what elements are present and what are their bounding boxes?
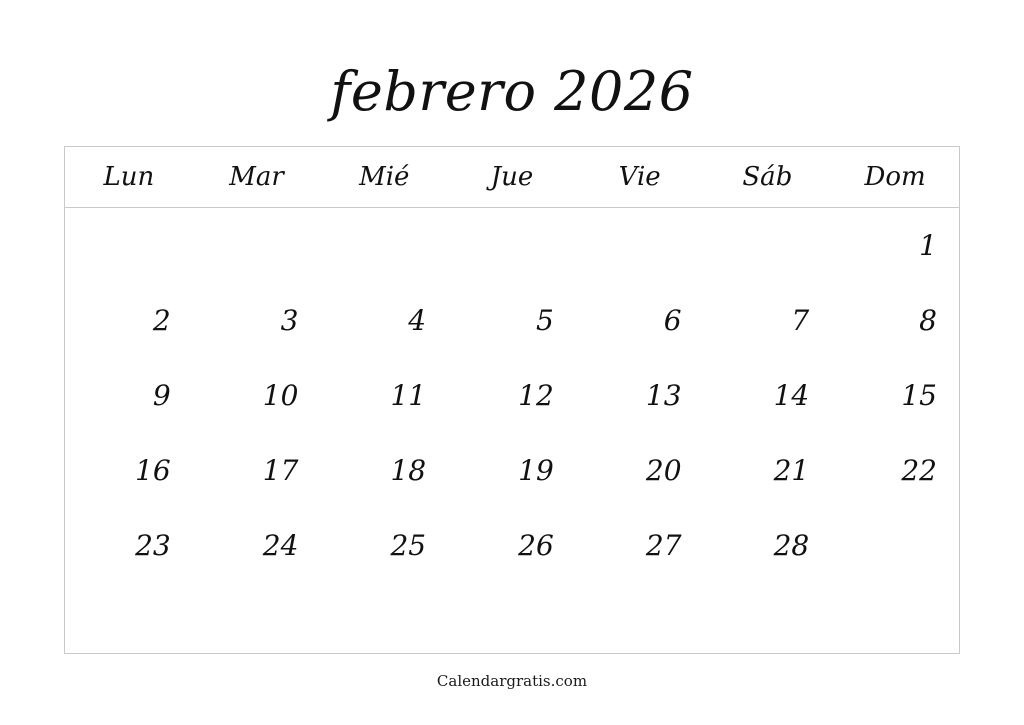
day-cell: 8 [919,304,937,337]
weekday-header-sat: Sáb [704,147,832,208]
day-cell: 11 [390,379,427,412]
weekday-header-sun: Dom [831,147,959,208]
day-cell: 20 [645,454,682,487]
day-cell [320,583,448,658]
calendar-week-row [65,583,959,658]
calendar-body [65,208,959,659]
day-cell: 1 [919,229,937,262]
calendar-week-row [65,358,959,433]
weekday-header-wed: Mié [320,147,448,208]
weekday-header-tue: Mar [193,147,321,208]
calendar-table [65,147,959,658]
day-cell: 19 [518,454,554,487]
weekday-header-fri: Vie [576,147,704,208]
day-cell: 17 [262,454,299,487]
calendar-grid [64,146,960,654]
day-cell: 16 [135,454,171,487]
day-cell: 6 [663,304,682,337]
day-cell: 18 [390,454,427,487]
weekday-header-thu: Jue [448,147,576,208]
day-cell [320,208,448,284]
day-cell [193,583,321,658]
day-cell: 23 [135,529,171,562]
day-cell: 28 [773,529,810,562]
day-cell: 12 [518,379,554,412]
day-cell: 27 [645,529,682,562]
day-cell: 9 [152,379,171,412]
day-cell [65,583,193,658]
day-cell: 15 [901,379,937,412]
day-cell [831,508,959,583]
day-cell [576,208,704,284]
day-cell: 5 [535,304,554,337]
footer-credit: Calendargratis.com [436,672,588,690]
day-cell: 7 [791,304,810,337]
day-cell: 14 [773,379,810,412]
calendar-header-row [65,147,959,208]
day-cell: 2 [152,304,171,337]
calendar-week-row [65,208,959,284]
page-title: febrero 2026 [330,60,694,123]
day-cell: 13 [645,379,682,412]
day-cell [704,583,832,658]
day-cell [831,583,959,658]
day-cell [448,208,576,284]
day-cell [704,208,832,284]
day-cell: 10 [262,379,299,412]
day-cell [193,208,321,284]
day-cell: 26 [518,529,554,562]
weekday-header-mon: Lun [65,147,193,208]
calendar-week-row [65,283,959,358]
day-cell: 24 [262,529,299,562]
day-cell: 3 [280,304,299,337]
day-cell [65,208,193,284]
day-cell: 25 [390,529,427,562]
day-cell: 22 [901,454,937,487]
day-cell [576,583,704,658]
calendar-week-row [65,433,959,508]
day-cell [448,583,576,658]
day-cell: 21 [773,454,810,487]
day-cell: 4 [408,304,427,337]
calendar-week-row [65,508,959,583]
